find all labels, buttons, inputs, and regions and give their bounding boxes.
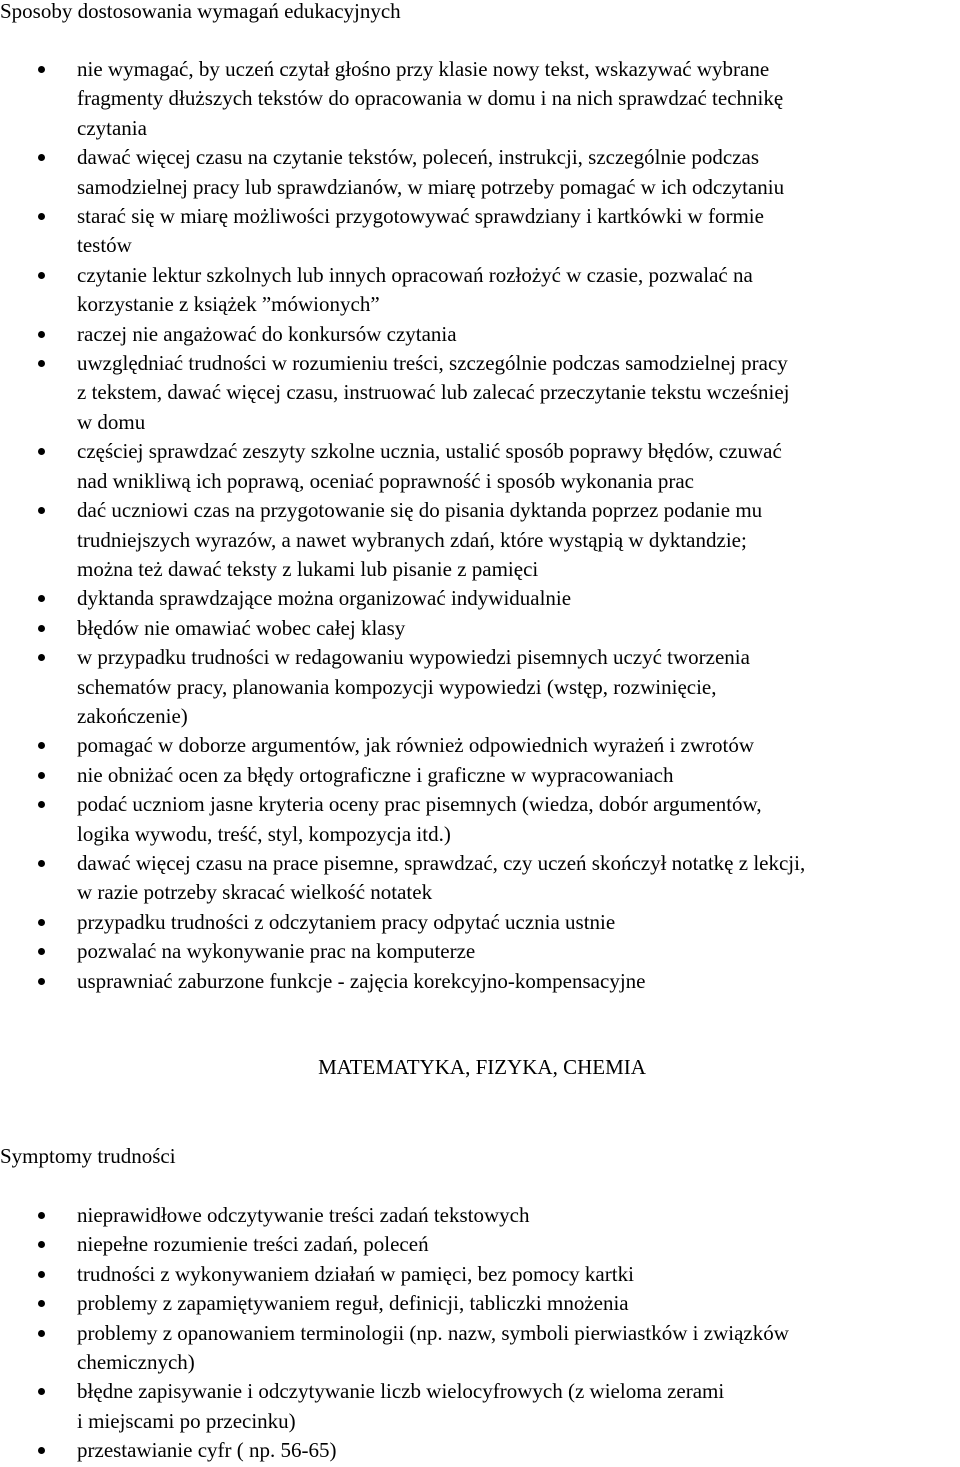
list-item bbox=[0, 349, 960, 437]
list-item bbox=[0, 320, 960, 349]
list-item-line: częściej sprawdzać zeszyty szkolne ucznia, ustalić sposób poprawy błędów, czuwać bbox=[77, 439, 782, 464]
list-item-line: usprawniać zaburzone funkcje - zajęcia korekcyjno-kompensacyjne bbox=[77, 968, 646, 993]
bullet-icon bbox=[38, 66, 45, 73]
list-item-line: zakończenie) bbox=[77, 703, 188, 728]
symptoms-list bbox=[0, 1201, 960, 1466]
list-item-line: można też dawać teksty z lukami lub pisanie z pamięci bbox=[77, 556, 539, 581]
bullet-icon bbox=[38, 860, 45, 867]
list-item bbox=[0, 731, 960, 760]
list-item bbox=[0, 761, 960, 790]
list-item-line: problemy z opanowaniem terminologii (np. nazw, symboli pierwiastków i związków bbox=[77, 1320, 789, 1345]
bullet-icon bbox=[38, 213, 45, 220]
list-item-line: testów bbox=[77, 233, 132, 258]
list-item bbox=[0, 496, 960, 584]
list-item bbox=[0, 643, 960, 731]
list-item-line: trudności z wykonywaniem działań w pamięci, bez pomocy kartki bbox=[77, 1261, 634, 1286]
list-item bbox=[0, 1436, 960, 1465]
list-item bbox=[0, 1289, 960, 1318]
list-item-line: czytania bbox=[77, 115, 147, 140]
list-item-line: nieprawidłowe odczytywanie treści zadań tekstowych bbox=[77, 1203, 530, 1227]
subject-heading: MATEMATYKA, FIZYKA, CHEMIA bbox=[318, 1055, 646, 1079]
list-item bbox=[0, 143, 960, 202]
bullet-icon bbox=[38, 272, 45, 279]
list-item bbox=[0, 967, 960, 996]
section-heading-adaptations: Sposoby dostosowania wymagań edukacyjnych bbox=[0, 0, 401, 23]
bullet-icon bbox=[38, 1388, 45, 1395]
list-item bbox=[0, 1319, 960, 1378]
list-item-line: w domu bbox=[77, 409, 146, 434]
bullet-icon bbox=[38, 448, 45, 455]
list-item bbox=[0, 437, 960, 496]
list-item bbox=[0, 614, 960, 643]
bullet-icon bbox=[38, 1212, 45, 1219]
list-item-line: przestawianie cyfr ( np. 56-65) bbox=[77, 1438, 337, 1463]
list-item-line: problemy z zapamiętywaniem reguł, definicji, tabliczki mnożenia bbox=[77, 1291, 629, 1316]
list-item-line: i miejscami po przecinku) bbox=[77, 1408, 296, 1433]
list-item bbox=[0, 1260, 960, 1289]
list-item-line: starać się w miarę możliwości przygotowywać sprawdziany i kartkówki w formie bbox=[77, 204, 764, 229]
list-item bbox=[0, 1377, 960, 1436]
list-item-line: samodzielnej pracy lub sprawdzianów, w miarę potrzeby pomagać w ich odczytaniu bbox=[77, 174, 785, 199]
bullet-icon bbox=[38, 331, 45, 338]
bullet-icon bbox=[38, 948, 45, 955]
adaptations-list bbox=[0, 55, 960, 996]
list-item bbox=[0, 790, 960, 849]
list-item-line: fragmenty dłuższych tekstów do opracowania w domu i na nich sprawdzać technikę bbox=[77, 86, 784, 111]
list-item-line: logika wywodu, treść, styl, kompozycja itd.) bbox=[77, 821, 451, 846]
bullet-icon bbox=[38, 978, 45, 985]
list-item bbox=[0, 908, 960, 937]
list-item-line: czytanie lektur szkolnych lub innych opracowań rozłożyć w czasie, pozwalać na bbox=[77, 262, 753, 287]
list-item-line: w razie potrzeby skracać wielkość notatek bbox=[77, 880, 433, 905]
list-item-line: podać uczniom jasne kryteria oceny prac pisemnych (wiedza, dobór argumentów, bbox=[77, 792, 762, 817]
list-item-line: korzystanie z książek ”mówionych” bbox=[77, 292, 380, 317]
list-item-line: przypadku trudności z odczytaniem pracy odpytać ucznia ustnie bbox=[77, 909, 616, 934]
list-item-line: dawać więcej czasu na prace pisemne, sprawdzać, czy uczeń skończył notatkę z lekcji, bbox=[77, 850, 806, 875]
list-item-line: pomagać w doborze argumentów, jak również odpowiednich wyrażeń i zwrotów bbox=[77, 733, 755, 758]
list-item bbox=[0, 1230, 960, 1259]
list-item-line: dyktanda sprawdzające można organizować indywidualnie bbox=[77, 586, 572, 611]
list-item bbox=[0, 1201, 960, 1230]
list-item-line: w przypadku trudności w redagowaniu wypowiedzi pisemnych uczyć tworzenia bbox=[77, 645, 750, 670]
bullet-icon bbox=[38, 1300, 45, 1307]
list-item-line: dać uczniowi czas na przygotowanie się do pisania dyktanda poprzez podanie mu bbox=[77, 498, 763, 523]
list-item-line: nie obniżać ocen za błędy ortograficzne i graficzne w wypracowaniach bbox=[77, 762, 674, 787]
list-item-line: schematów pracy, planowania kompozycji wypowiedzi (wstęp, rozwinięcie, bbox=[77, 674, 717, 699]
list-item bbox=[0, 261, 960, 320]
bullet-icon bbox=[38, 1447, 45, 1454]
list-item-line: błędne zapisywanie i odczytywanie liczb wielocyfrowych (z wieloma zerami bbox=[77, 1379, 725, 1404]
bullet-icon bbox=[38, 625, 45, 632]
list-item-line: chemicznych) bbox=[77, 1350, 195, 1375]
list-item-line: uwzględniać trudności w rozumieniu treści, szczególnie podczas samodzielnej pracy bbox=[77, 351, 788, 376]
list-item-line: niepełne rozumienie treści zadań, poleceń bbox=[77, 1232, 429, 1257]
bullet-icon bbox=[38, 772, 45, 779]
list-item-line: z tekstem, dawać więcej czasu, instruować lub zalecać przeczytanie tekstu wcześniej bbox=[77, 380, 790, 405]
list-item bbox=[0, 937, 960, 966]
list-item-line: trudniejszych wyrazów, a nawet wybranych zdań, które wystąpią w dyktandzie; bbox=[77, 527, 747, 552]
bullet-icon bbox=[38, 801, 45, 808]
bullet-icon bbox=[38, 654, 45, 661]
list-item-line: raczej nie angażować do konkursów czytania bbox=[77, 321, 457, 346]
list-item-line: nie wymagać, by uczeń czytał głośno przy klasie nowy tekst, wskazywać wybrane bbox=[77, 57, 770, 81]
bullet-icon bbox=[38, 154, 45, 161]
bullet-icon bbox=[38, 507, 45, 514]
list-item bbox=[0, 202, 960, 261]
bullet-icon bbox=[38, 1330, 45, 1337]
list-item bbox=[0, 849, 960, 908]
bullet-icon bbox=[38, 595, 45, 602]
list-item-line: pozwalać na wykonywanie prac na komputerze bbox=[77, 939, 476, 964]
list-item-line: nad wnikliwą ich poprawą, oceniać poprawność i sposób wykonania prac bbox=[77, 468, 694, 493]
bullet-icon bbox=[38, 919, 45, 926]
bullet-icon bbox=[38, 1241, 45, 1248]
symptoms-heading: Symptomy trudności bbox=[0, 1144, 176, 1168]
list-item bbox=[0, 584, 960, 613]
bullet-icon bbox=[38, 1271, 45, 1278]
list-item-line: błędów nie omawiać wobec całej klasy bbox=[77, 615, 406, 640]
list-item-line: dawać więcej czasu na czytanie tekstów, poleceń, instrukcji, szczególnie podczas bbox=[77, 145, 759, 170]
bullet-icon bbox=[38, 360, 45, 367]
bullet-icon bbox=[38, 742, 45, 749]
list-item bbox=[0, 55, 960, 143]
